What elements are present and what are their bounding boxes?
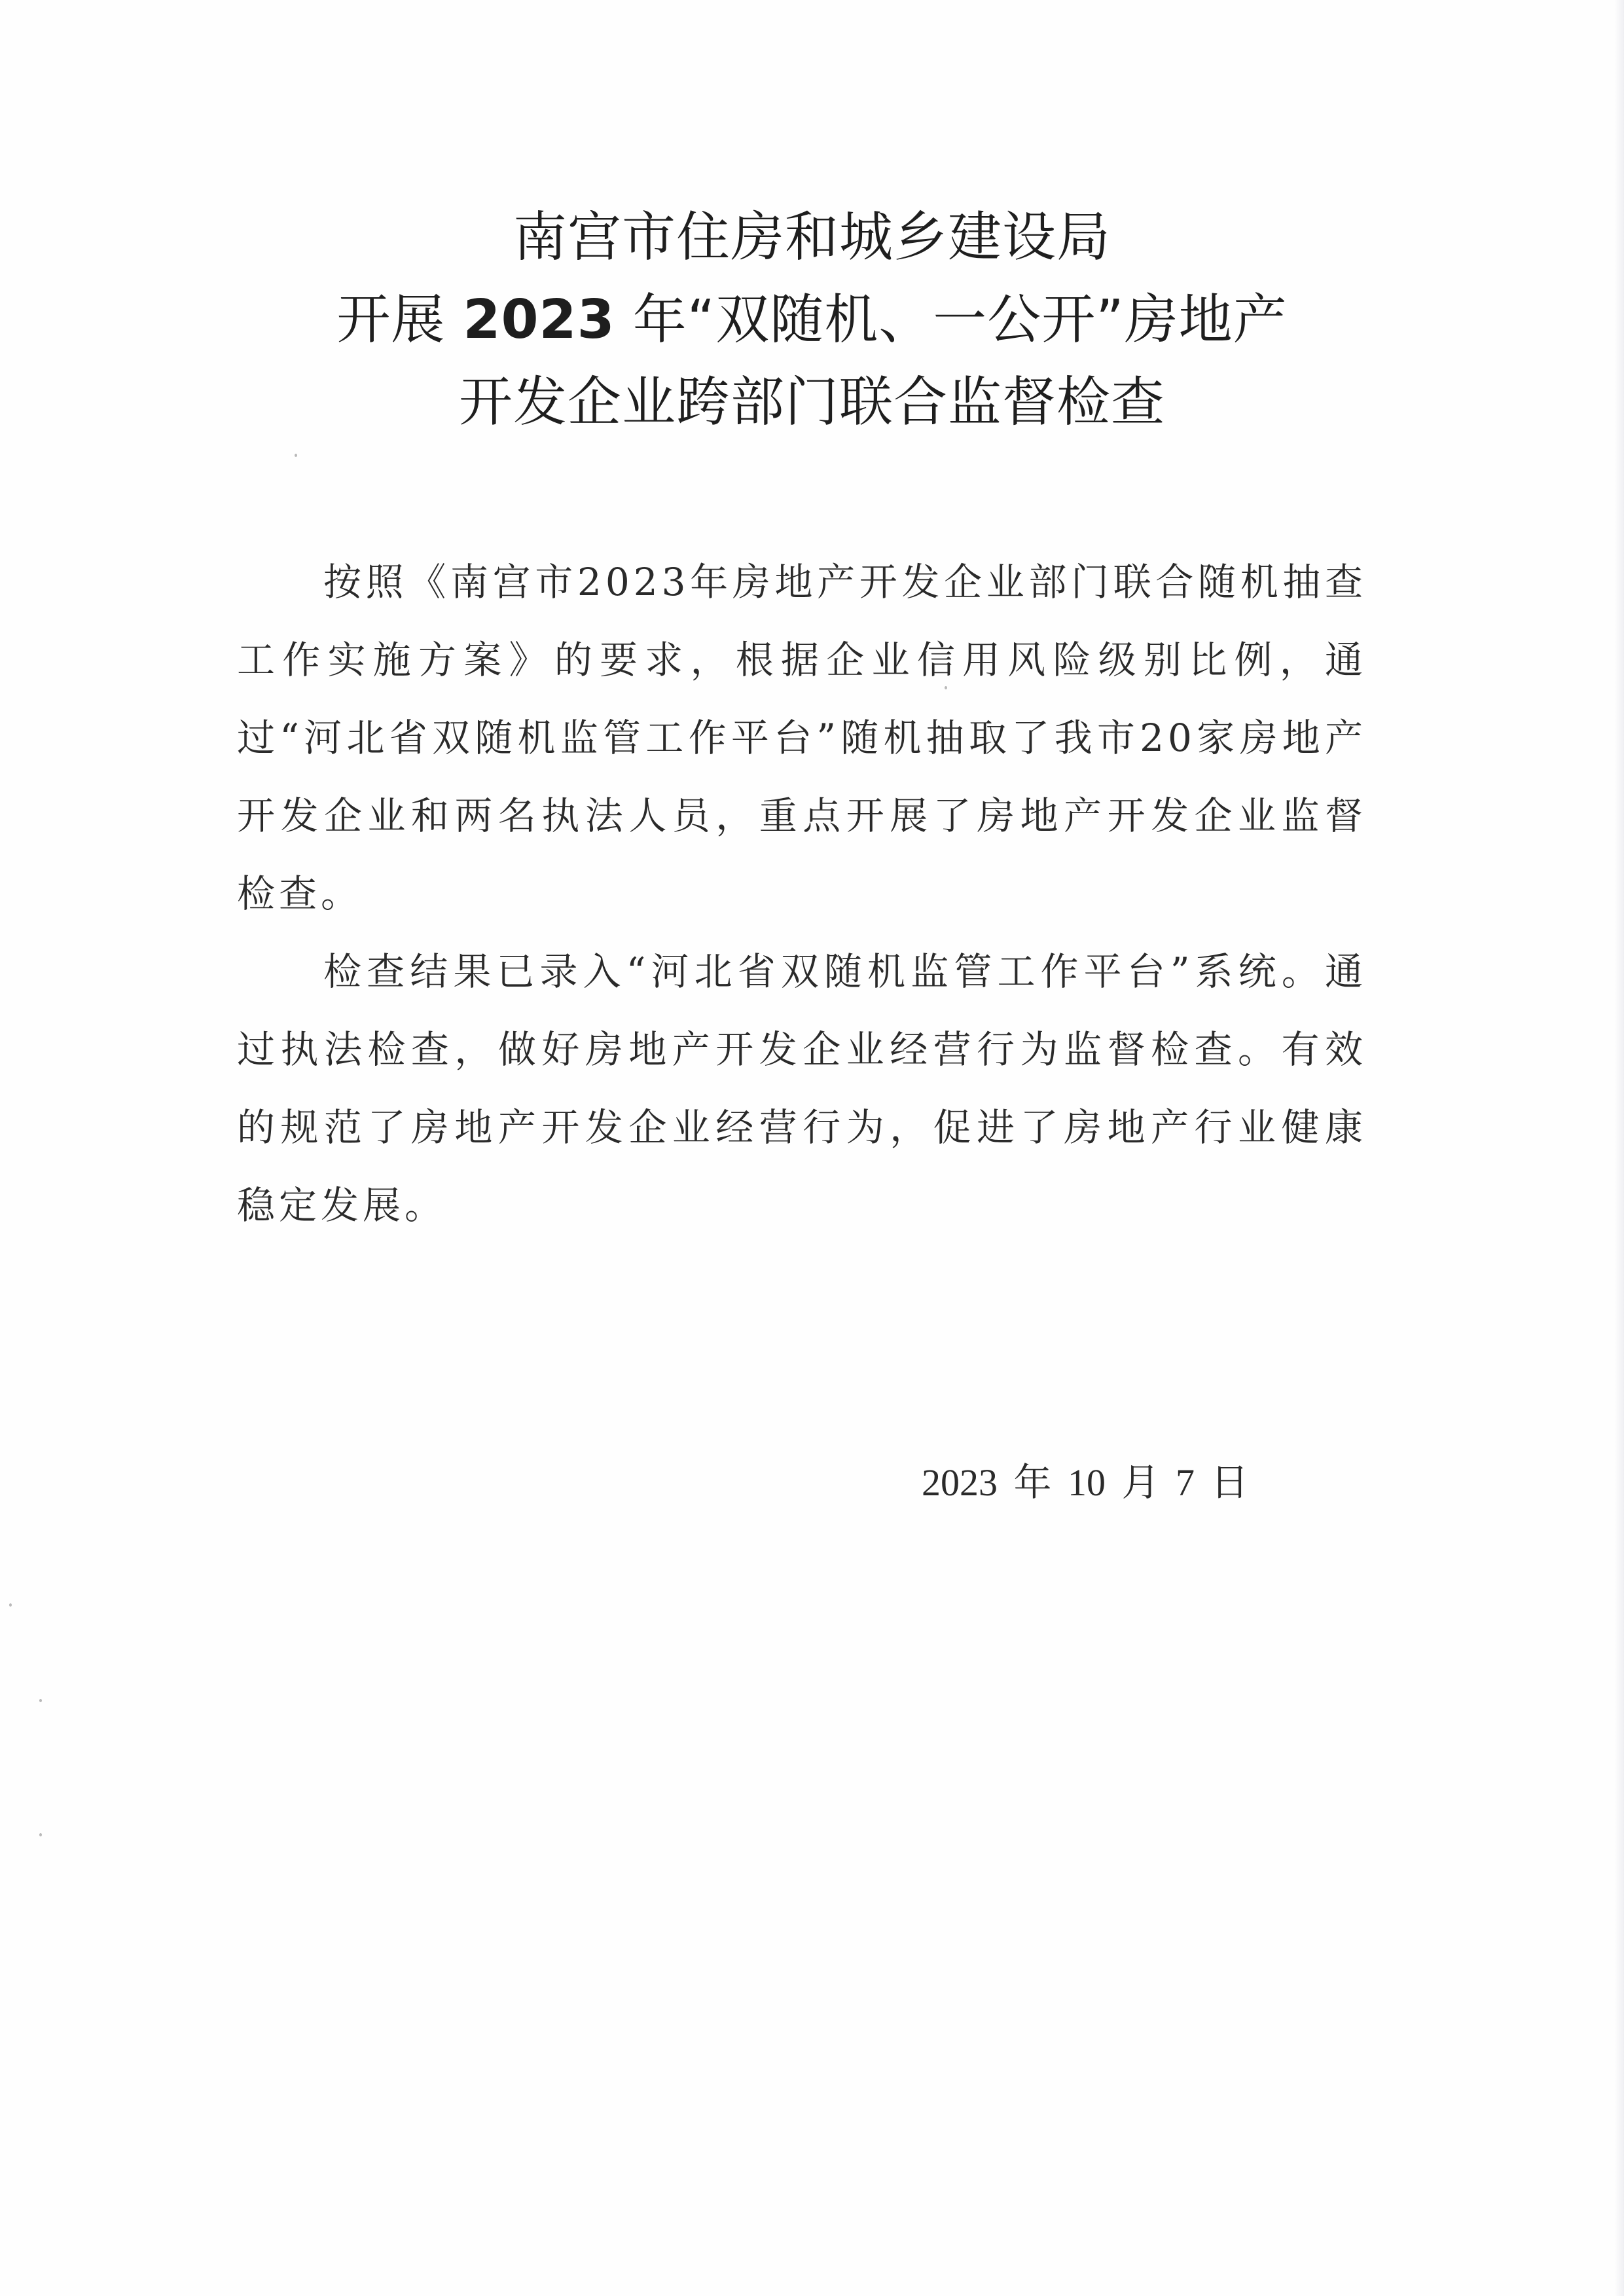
scan-speck xyxy=(295,454,297,457)
scan-speck xyxy=(945,686,947,689)
document-title xyxy=(0,196,1624,444)
scan-speck xyxy=(39,1833,42,1836)
document-body xyxy=(237,543,1367,1245)
title-line-3: 开发企业跨部门联合监督检查 xyxy=(458,371,1165,433)
document-date: 2023 年 10 月 7 日 xyxy=(922,1461,1249,1504)
title-line-1: 南宫市住房和城乡建设局 xyxy=(513,206,1111,268)
body-paragraph-2: 检查结果已录入“河北省双随机监管工作平台”系统。通过执法检查，做好房地产开发企业经营行为监督检查。有效的规范了房地产开发企业经营行为，促进了房地产行业健康稳定发展。 xyxy=(237,949,1367,1228)
title-line-2 xyxy=(0,279,1624,361)
scan-speck xyxy=(9,1603,12,1607)
title-line-2-prefix: 开展 xyxy=(336,289,446,351)
title-year: 2023 xyxy=(463,289,615,351)
scan-speck xyxy=(39,1699,42,1702)
body-paragraph-1: 按照《南宫市2023年房地产开发企业部门联合随机抽查工作实施方案》的要求，根据企业信用风险级别比例，通过“河北省双随机监管工作平台”随机抽取了我市20家房地产开发企业和两名执法人员，重点开展了房地产开发企业监督检查。 xyxy=(237,560,1367,916)
title-line-2-suffix: 年“双随机、一公开”房地产 xyxy=(632,289,1288,351)
